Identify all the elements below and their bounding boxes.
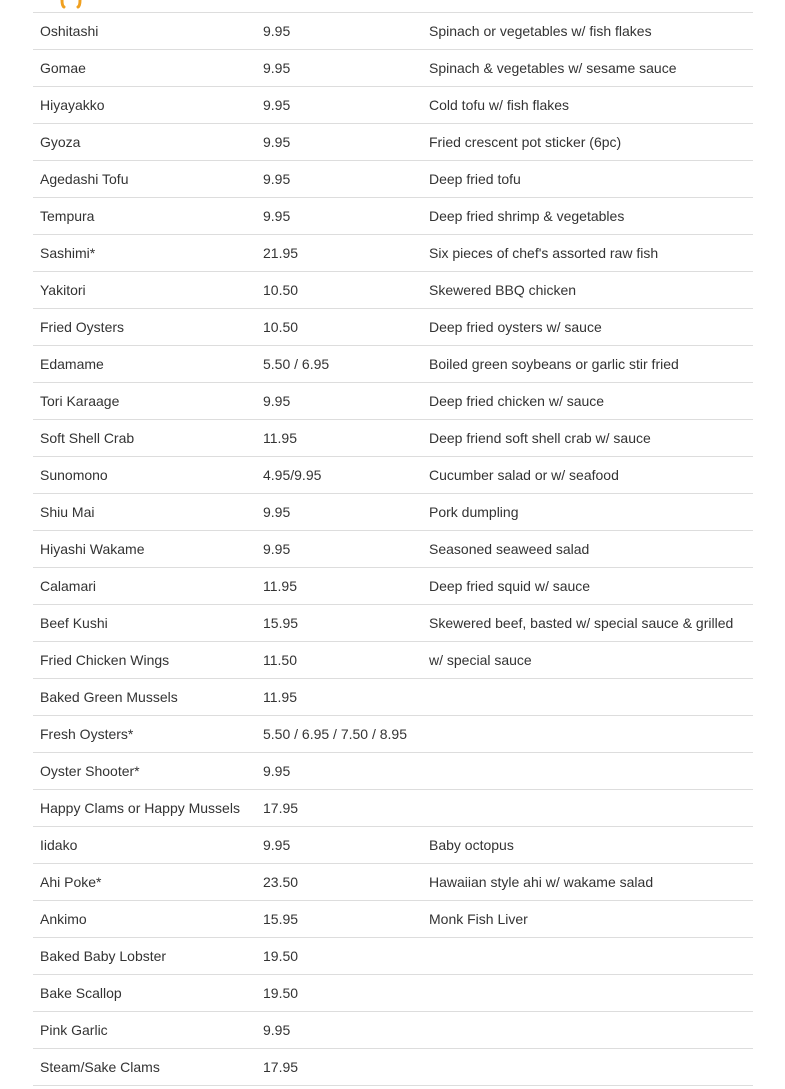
item-price: 17.95: [256, 790, 422, 827]
menu-row: [33, 420, 753, 457]
item-price: 15.95: [256, 605, 422, 642]
item-name: Soft Shell Crab: [33, 420, 256, 457]
menu-row: [33, 235, 753, 272]
menu-row: [33, 605, 753, 642]
item-description: Deep fried chicken w/ sauce: [422, 383, 753, 420]
item-name: Gomae: [33, 50, 256, 87]
item-price: 10.50: [256, 309, 422, 346]
item-description: [422, 1049, 753, 1086]
item-description: Deep fried squid w/ sauce: [422, 568, 753, 605]
menu-row: [33, 531, 753, 568]
menu-row: [33, 642, 753, 679]
item-price: 9.95: [256, 494, 422, 531]
item-price: 11.50: [256, 642, 422, 679]
item-price: 11.95: [256, 568, 422, 605]
item-price: 11.95: [256, 679, 422, 716]
item-name: Fresh Oysters*: [33, 716, 256, 753]
item-name: Ankimo: [33, 901, 256, 938]
item-name: Tori Karaage: [33, 383, 256, 420]
item-name: Hiyayakko: [33, 87, 256, 124]
item-name: Sashimi*: [33, 235, 256, 272]
item-name: Oyster Shooter*: [33, 753, 256, 790]
item-description: Baby octopus: [422, 827, 753, 864]
menu-row: [33, 50, 753, 87]
item-price: 4.95/9.95: [256, 457, 422, 494]
item-price: 9.95: [256, 13, 422, 50]
item-price: 9.95: [256, 383, 422, 420]
item-description: w/ special sauce: [422, 642, 753, 679]
item-price: 17.95: [256, 1049, 422, 1086]
menu-row: [33, 494, 753, 531]
item-name: Sunomono: [33, 457, 256, 494]
item-description: Six pieces of chef's assorted raw fish: [422, 235, 753, 272]
menu-row: [33, 864, 753, 901]
item-name: Yakitori: [33, 272, 256, 309]
item-price: 9.95: [256, 87, 422, 124]
item-description: Monk Fish Liver: [422, 901, 753, 938]
menu-row: [33, 124, 753, 161]
item-price: 9.95: [256, 50, 422, 87]
item-description: [422, 975, 753, 1012]
item-price: 5.50 / 6.95 / 7.50 / 8.95: [256, 716, 422, 753]
item-name: Iidako: [33, 827, 256, 864]
item-price: 9.95: [256, 753, 422, 790]
item-description: Deep fried tofu: [422, 161, 753, 198]
item-description: [422, 679, 753, 716]
item-description: Boiled green soybeans or garlic stir fried: [422, 346, 753, 383]
item-description: Pork dumpling: [422, 494, 753, 531]
item-price: 19.50: [256, 975, 422, 1012]
item-name: Happy Clams or Happy Mussels: [33, 790, 256, 827]
item-description: Deep fried shrimp & vegetables: [422, 198, 753, 235]
menu-row: [33, 198, 753, 235]
menu-row: [33, 383, 753, 420]
item-description: [422, 1012, 753, 1049]
item-description: Spinach & vegetables w/ sesame sauce: [422, 50, 753, 87]
item-price: 5.50 / 6.95: [256, 346, 422, 383]
item-name: Baked Green Mussels: [33, 679, 256, 716]
item-description: Cold tofu w/ fish flakes: [422, 87, 753, 124]
item-name: Baked Baby Lobster: [33, 938, 256, 975]
item-name: Pink Garlic: [33, 1012, 256, 1049]
item-name: Shiu Mai: [33, 494, 256, 531]
item-description: Deep friend soft shell crab w/ sauce: [422, 420, 753, 457]
decorative-ornament-icon: [58, 0, 92, 7]
menu-row: [33, 1012, 753, 1049]
menu-row: [33, 938, 753, 975]
menu-row: [33, 1049, 753, 1086]
menu-row: [33, 309, 753, 346]
item-name: Beef Kushi: [33, 605, 256, 642]
item-price: 21.95: [256, 235, 422, 272]
item-name: Fried Chicken Wings: [33, 642, 256, 679]
item-name: Steam/Sake Clams: [33, 1049, 256, 1086]
menu-row: [33, 827, 753, 864]
menu-row: [33, 716, 753, 753]
item-price: 9.95: [256, 124, 422, 161]
item-description: Fried crescent pot sticker (6pc): [422, 124, 753, 161]
menu-table: [33, 12, 753, 1086]
menu-row: [33, 13, 753, 50]
menu-table-body: [33, 13, 753, 1086]
item-name: Bake Scallop: [33, 975, 256, 1012]
item-price: 15.95: [256, 901, 422, 938]
item-price: 9.95: [256, 1012, 422, 1049]
item-price: 9.95: [256, 531, 422, 568]
item-description: Spinach or vegetables w/ fish flakes: [422, 13, 753, 50]
item-price: 23.50: [256, 864, 422, 901]
item-name: Tempura: [33, 198, 256, 235]
item-description: Seasoned seaweed salad: [422, 531, 753, 568]
item-description: Skewered beef, basted w/ special sauce & grilled: [422, 605, 753, 642]
item-description: [422, 753, 753, 790]
item-name: Hiyashi Wakame: [33, 531, 256, 568]
item-price: 9.95: [256, 827, 422, 864]
item-name: Ahi Poke*: [33, 864, 256, 901]
item-price: 19.50: [256, 938, 422, 975]
item-description: Cucumber salad or w/ seafood: [422, 457, 753, 494]
item-price: 9.95: [256, 198, 422, 235]
item-description: Deep fried oysters w/ sauce: [422, 309, 753, 346]
menu-row: [33, 457, 753, 494]
menu-row: [33, 901, 753, 938]
item-name: Fried Oysters: [33, 309, 256, 346]
item-description: [422, 716, 753, 753]
item-name: Gyoza: [33, 124, 256, 161]
item-name: Agedashi Tofu: [33, 161, 256, 198]
item-price: 10.50: [256, 272, 422, 309]
menu-row: [33, 975, 753, 1012]
menu-row: [33, 679, 753, 716]
menu-row: [33, 87, 753, 124]
item-name: Edamame: [33, 346, 256, 383]
menu-row: [33, 753, 753, 790]
item-description: [422, 790, 753, 827]
item-description: [422, 938, 753, 975]
item-name: Oshitashi: [33, 13, 256, 50]
item-price: 11.95: [256, 420, 422, 457]
item-price: 9.95: [256, 161, 422, 198]
item-description: Hawaiian style ahi w/ wakame salad: [422, 864, 753, 901]
menu-row: [33, 272, 753, 309]
menu-row: [33, 346, 753, 383]
item-description: Skewered BBQ chicken: [422, 272, 753, 309]
menu-row: [33, 790, 753, 827]
item-name: Calamari: [33, 568, 256, 605]
menu-row: [33, 568, 753, 605]
menu-row: [33, 161, 753, 198]
